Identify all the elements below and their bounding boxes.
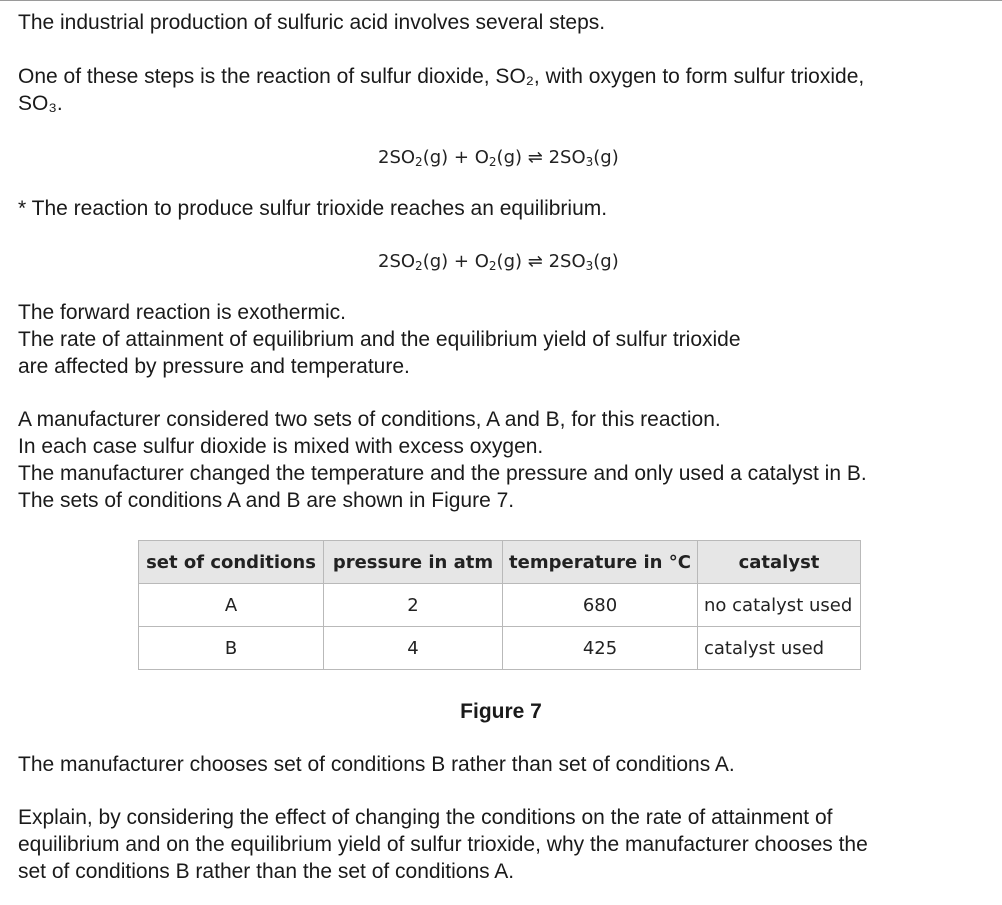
header-catalyst: catalyst (698, 541, 861, 584)
choice-text: The manufacturer chooses set of conditions B rather than set of conditions A. (18, 753, 735, 776)
cell-catalyst: catalyst used (698, 627, 861, 670)
manufacturer-text-line-3: The manufacturer changed the temperature and the pressure and only used a catalyst in B. (18, 462, 867, 485)
header-temperature: temperature in °C (503, 541, 698, 584)
equilibrium-arrow-icon: ⇌ (527, 251, 543, 272)
manufacturer-text-line-2: In each case sulfur dioxide is mixed with excess oxygen. (18, 435, 544, 458)
cell-set: A (139, 584, 324, 627)
cell-temperature: 680 (503, 584, 698, 627)
conditions-table (138, 540, 861, 670)
header-set-of-conditions: set of conditions (139, 541, 324, 584)
table-header-row (139, 541, 861, 584)
equation-2: $2SO_2(g) + O_2(g)$ ⇌ $2SO_3(g)$ (378, 251, 619, 273)
question-line-2: equilibrium and on the equilibrium yield of sulfur trioxide, why the manufacturer chooses the (18, 833, 868, 856)
cell-catalyst: no catalyst used (698, 584, 861, 627)
cell-temperature: 425 (503, 627, 698, 670)
cell-pressure: 4 (324, 627, 503, 670)
equilibrium-note: * The reaction to produce sulfur trioxide reaches an equilibrium. (18, 197, 608, 220)
equilibrium-arrow-icon: ⇌ (527, 147, 543, 168)
step-text-line-2: SO₃. (18, 92, 63, 115)
question-line-1: Explain, by considering the effect of changing the conditions on the rate of attainment of (18, 806, 833, 829)
figure-caption: Figure 7 (460, 700, 542, 723)
conditions-text-line-1: The forward reaction is exothermic. (18, 301, 346, 324)
question-line-3: set of conditions B rather than the set of conditions A. (18, 860, 515, 883)
manufacturer-text-line-4: The sets of conditions A and B are shown in Figure 7. (18, 489, 515, 512)
conditions-text-line-3: are affected by pressure and temperature. (18, 355, 410, 378)
table-row (139, 584, 861, 627)
manufacturer-text-line-1: A manufacturer considered two sets of conditions, A and B, for this reaction. (18, 408, 721, 431)
cell-pressure: 2 (324, 584, 503, 627)
table-row (139, 627, 861, 670)
cell-set: B (139, 627, 324, 670)
step-text-line-1: One of these steps is the reaction of sulfur dioxide, SO₂, with oxygen to form sulfur trioxide, (18, 65, 865, 88)
top-divider (0, 0, 1002, 1)
conditions-text-line-2: The rate of attainment of equilibrium and the equilibrium yield of sulfur trioxide (18, 328, 741, 351)
equation-1: $2SO_2(g) + O_2(g)$ ⇌ $2SO_3(g)$ (378, 147, 619, 169)
intro-text: The industrial production of sulfuric acid involves several steps. (18, 11, 606, 34)
header-pressure: pressure in atm (324, 541, 503, 584)
